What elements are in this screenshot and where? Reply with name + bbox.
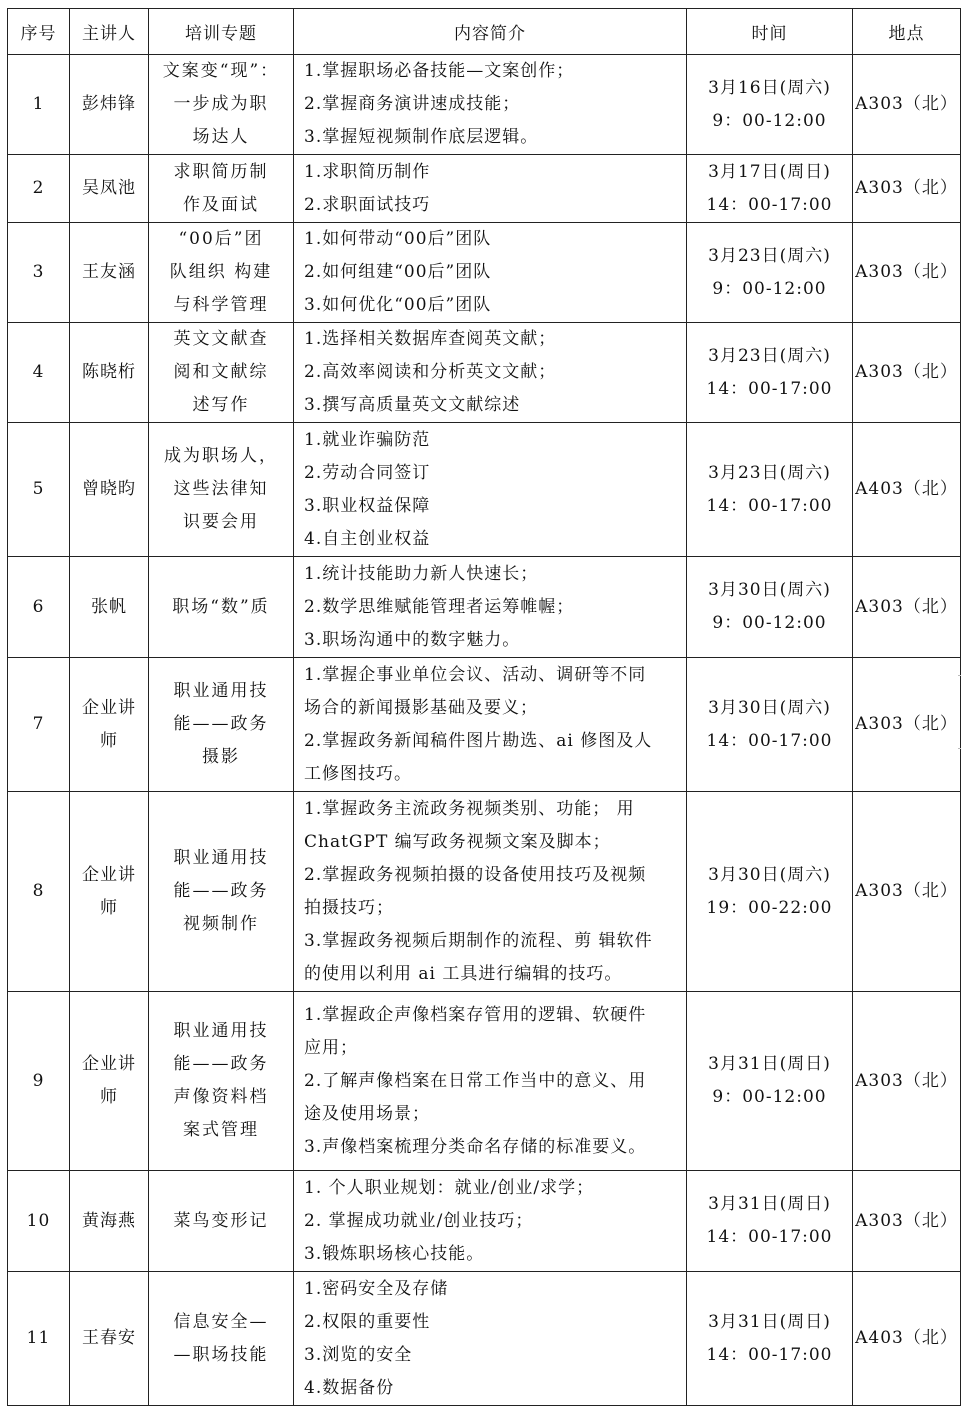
content-cell — [294, 323, 687, 423]
place-cell — [853, 323, 961, 423]
topic-cell-line: 能——政务 — [173, 714, 269, 734]
speaker-cell-line: 彭炜锋 — [82, 94, 136, 114]
time-cell-line: 9：00-12:00 — [712, 278, 827, 299]
content-cell-line: 3.浏览的安全 — [304, 1344, 413, 1365]
table-row — [8, 423, 961, 557]
speaker-cell — [70, 992, 149, 1171]
topic-cell-line: 队组织 构建 — [169, 262, 273, 282]
content-cell-line: 3.掌握短视频制作底层逻辑。 — [304, 127, 539, 147]
topic-cell-line: 职场“数”质 — [172, 596, 270, 617]
content-cell-line: 2.求职面试技巧 — [304, 194, 431, 215]
place-cell — [853, 557, 961, 658]
row-number — [8, 423, 70, 557]
topic-cell-line: “00后”团 — [178, 229, 264, 249]
header-no: 序号 — [8, 9, 70, 55]
topic-cell-line: 识要会用 — [183, 512, 259, 532]
content-cell-line: 2.如何组建“00后”团队 — [304, 262, 492, 282]
time-cell — [687, 1272, 853, 1406]
place-cell-text: A303（北） — [855, 94, 958, 114]
place-cell — [853, 223, 961, 323]
topic-cell-line: 阅和文献综 — [173, 362, 269, 382]
content-cell — [294, 557, 687, 658]
topic-cell-line: 成为职场人， — [164, 446, 278, 466]
place-cell — [853, 1171, 961, 1272]
speaker-cell-line: 黄海燕 — [82, 1210, 136, 1231]
page-edge-mark — [958, 748, 961, 749]
table-row — [8, 155, 961, 223]
header-topic: 培训专题 — [149, 9, 294, 55]
topic-cell-line: 文案变“现”： — [162, 61, 280, 81]
topic-cell-line: 英文文献查 — [173, 329, 269, 349]
content-cell-line: 1.如何带动“00后”团队 — [304, 229, 492, 249]
place-cell — [853, 658, 961, 792]
speaker-cell — [70, 423, 149, 557]
content-cell-line: 2.高效率阅读和分析英文文献； — [304, 362, 557, 382]
row-number-text: 8 — [32, 881, 45, 901]
time-cell-line: 3月23日(周六) — [708, 462, 831, 483]
row-number-text: 3 — [32, 262, 45, 282]
content-cell-line: 拍摄技巧； — [304, 897, 394, 918]
time-cell-line: 9：00-12:00 — [712, 613, 827, 633]
header-time: 时间 — [687, 9, 853, 55]
place-cell-text: A303（北） — [855, 178, 958, 198]
speaker-cell — [70, 792, 149, 992]
content-cell — [294, 1171, 687, 1272]
place-cell — [853, 423, 961, 557]
content-cell-line: 3.职业权益保障 — [304, 495, 431, 516]
content-cell-line: 1.掌握政务主流政务视频类别、功能； 用 — [304, 798, 635, 819]
time-cell-line: 3月30日(周六) — [708, 864, 831, 885]
speaker-cell — [70, 155, 149, 223]
content-cell-line: 1.求职简历制作 — [304, 161, 431, 182]
content-cell-line: 的使用以利用 ai 工具进行编辑的技巧。 — [304, 963, 623, 984]
row-number-text: 6 — [32, 596, 45, 617]
topic-cell-line: —职场技能 — [173, 1344, 269, 1365]
time-cell — [687, 223, 853, 323]
table-row — [8, 1171, 961, 1272]
header-content: 内容简介 — [294, 9, 687, 55]
topic-cell-line: 能——政务 — [173, 881, 269, 901]
time-cell — [687, 992, 853, 1171]
topic-cell-line: 信息安全— — [173, 1311, 269, 1332]
table-row — [8, 1272, 961, 1406]
topic-cell-line: 摄影 — [202, 747, 240, 767]
time-cell — [687, 55, 853, 155]
time-cell-line: 9：00-12:00 — [712, 1087, 827, 1107]
speaker-cell-line: 师 — [100, 730, 118, 751]
row-number — [8, 792, 70, 992]
time-cell — [687, 1171, 853, 1272]
row-number-text: 1 — [32, 94, 45, 114]
table-row — [8, 223, 961, 323]
place-cell — [853, 792, 961, 992]
place-cell — [853, 55, 961, 155]
speaker-cell — [70, 658, 149, 792]
time-cell-line: 3月31日(周日) — [708, 1311, 831, 1332]
time-cell-line: 3月30日(周六) — [708, 697, 831, 718]
content-cell-line: 2.数学思维赋能管理者运筹帷幄； — [304, 596, 575, 617]
topic-cell-line: 一步成为职 — [173, 94, 269, 114]
content-cell-line: 4.自主创业权益 — [304, 528, 431, 549]
content-cell — [294, 155, 687, 223]
header-row — [8, 9, 961, 55]
time-cell — [687, 557, 853, 658]
time-cell-line: 3月17日(周日) — [708, 161, 831, 182]
content-cell-line: 2.掌握政务新闻稿件图片勘选、ai 修图及人 — [304, 730, 653, 751]
row-number — [8, 155, 70, 223]
table-row — [8, 55, 961, 155]
table-row — [8, 658, 961, 792]
time-cell-line: 14：00-17:00 — [706, 1344, 833, 1365]
time-cell-line: 3月23日(周六) — [708, 245, 831, 266]
table-row — [8, 992, 961, 1171]
time-cell-line: 14：00-17:00 — [706, 730, 833, 751]
content-cell-line: 3.掌握政务视频后期制作的流程、剪 辑软件 — [304, 930, 653, 951]
place-cell-text: A303（北） — [855, 881, 958, 901]
content-cell-line: 3.撰写高质量英文文献综述 — [304, 395, 521, 415]
time-cell-line: 14：00-17:00 — [706, 378, 833, 399]
topic-cell-line: 职业通用技 — [173, 681, 269, 701]
place-cell-text: A303（北） — [855, 262, 958, 282]
place-cell — [853, 992, 961, 1171]
content-cell-line: 2.掌握政务视频拍摄的设备使用技巧及视频 — [304, 864, 647, 885]
row-number-text: 9 — [32, 1070, 45, 1091]
speaker-cell-line: 师 — [100, 897, 118, 918]
content-cell-line: 4.数据备份 — [304, 1377, 395, 1398]
topic-cell-line: 述写作 — [192, 395, 250, 415]
training-schedule-table — [7, 8, 961, 1406]
row-number-text: 5 — [32, 479, 45, 499]
topic-cell — [149, 155, 294, 223]
topic-cell — [149, 1272, 294, 1406]
time-cell-line: 3月23日(周六) — [708, 345, 831, 366]
row-number — [8, 557, 70, 658]
place-cell-text: A403（北） — [855, 479, 958, 499]
time-cell-line: 3月31日(周日) — [708, 1054, 831, 1074]
content-cell-line: 途及使用场景； — [304, 1103, 430, 1124]
time-cell-line: 3月16日(周六) — [708, 77, 831, 98]
content-cell-line: 1.统计技能助力新人快速长； — [304, 563, 539, 584]
topic-cell — [149, 423, 294, 557]
topic-cell-line: 作及面试 — [183, 194, 259, 215]
content-cell-line: 应用； — [304, 1037, 358, 1058]
time-cell — [687, 658, 853, 792]
topic-cell-line: 菜鸟变形记 — [173, 1210, 269, 1231]
topic-cell-line: 职业通用技 — [173, 1021, 269, 1041]
speaker-cell-line: 陈晓桁 — [82, 362, 136, 382]
speaker-cell — [70, 557, 149, 658]
time-cell-line: 14：00-17:00 — [706, 194, 833, 215]
row-number — [8, 55, 70, 155]
place-cell-text: A303（北） — [855, 596, 958, 617]
speaker-cell — [70, 1171, 149, 1272]
speaker-cell — [70, 223, 149, 323]
time-cell-line: 3月30日(周六) — [708, 580, 831, 600]
speaker-cell-line: 王春安 — [82, 1328, 136, 1348]
row-number — [8, 1272, 70, 1406]
content-cell-line: 3.职场沟通中的数字魅力。 — [304, 629, 521, 650]
time-cell-line: 14：00-17:00 — [706, 495, 833, 516]
time-cell-line: 9：00-12:00 — [712, 110, 827, 131]
speaker-cell-line: 王友涵 — [82, 262, 136, 282]
content-cell-line: 场合的新闻摄影基础及要义； — [304, 697, 538, 718]
content-cell-line: 2.了解声像档案在日常工作当中的意义、用 — [304, 1070, 647, 1091]
topic-cell — [149, 992, 294, 1171]
speaker-cell — [70, 1272, 149, 1406]
speaker-cell — [70, 323, 149, 423]
topic-cell-line: 与科学管理 — [173, 295, 269, 315]
time-cell — [687, 792, 853, 992]
row-number-text: 2 — [32, 178, 45, 198]
speaker-cell-line: 张帆 — [91, 596, 127, 617]
content-cell-line: 3.如何优化“00后”团队 — [304, 295, 492, 315]
place-cell — [853, 1272, 961, 1406]
time-cell — [687, 155, 853, 223]
topic-cell-line: 视频制作 — [183, 914, 259, 934]
topic-cell-line: 案式管理 — [183, 1120, 259, 1140]
content-cell-line: 1. 个人职业规划：就业/创业/求学； — [304, 1177, 595, 1198]
row-number — [8, 323, 70, 423]
row-number-text: 7 — [32, 714, 45, 734]
place-cell-text: A303（北） — [855, 1210, 958, 1231]
speaker-cell-line: 吴凤池 — [82, 178, 136, 198]
row-number — [8, 1171, 70, 1272]
speaker-cell-line: 企业讲 — [82, 697, 136, 718]
row-number — [8, 223, 70, 323]
content-cell-line: 1.密码安全及存储 — [304, 1278, 449, 1299]
place-cell — [853, 155, 961, 223]
speaker-cell — [70, 55, 149, 155]
time-cell-line: 14：00-17:00 — [706, 1227, 833, 1247]
topic-cell — [149, 792, 294, 992]
speaker-cell-line: 企业讲 — [82, 1054, 136, 1074]
time-cell-line: 3月31日(周日) — [708, 1194, 831, 1214]
content-cell-line: ChatGPT 编写政务视频文案及脚本； — [304, 831, 611, 852]
time-cell — [687, 423, 853, 557]
topic-cell — [149, 323, 294, 423]
content-cell-line: 1.掌握企事业单位会议、活动、调研等不同 — [304, 664, 647, 685]
content-cell — [294, 658, 687, 792]
topic-cell-line: 能——政务 — [173, 1054, 269, 1074]
speaker-cell-line: 企业讲 — [82, 864, 136, 885]
content-cell — [294, 992, 687, 1171]
topic-cell — [149, 223, 294, 323]
content-cell — [294, 223, 687, 323]
row-number-text: 4 — [32, 362, 45, 382]
page-edge-mark — [958, 675, 961, 676]
place-cell-text: A303（北） — [855, 714, 958, 734]
place-cell-text: A303（北） — [855, 362, 958, 382]
topic-cell — [149, 1171, 294, 1272]
topic-cell — [149, 55, 294, 155]
place-cell-text: A403（北） — [855, 1328, 958, 1348]
row-number-text: 10 — [26, 1210, 51, 1231]
table-row — [8, 557, 961, 658]
topic-cell-line: 职业通用技 — [173, 848, 269, 868]
topic-cell-line: 求职简历制 — [173, 161, 269, 182]
content-cell — [294, 792, 687, 992]
speaker-cell-line: 曾晓昀 — [82, 479, 136, 499]
content-cell-line: 1.选择相关数据库查阅英文献； — [304, 329, 557, 349]
content-cell — [294, 1272, 687, 1406]
time-cell-line: 19：00-22:00 — [706, 897, 833, 918]
content-cell-line: 2.劳动合同签订 — [304, 462, 431, 483]
content-cell-line: 工修图技巧。 — [304, 763, 412, 784]
speaker-cell-line: 师 — [100, 1087, 118, 1107]
table-row — [8, 792, 961, 992]
content-cell-line: 3.锻炼职场核心技能。 — [304, 1243, 485, 1264]
content-cell-line: 1.就业诈骗防范 — [304, 429, 431, 450]
content-cell-line: 2. 掌握成功就业/创业技巧； — [304, 1210, 534, 1231]
content-cell — [294, 423, 687, 557]
row-number — [8, 992, 70, 1171]
content-cell — [294, 55, 687, 155]
topic-cell-line: 场达人 — [192, 127, 250, 147]
place-cell-text: A303（北） — [855, 1070, 958, 1091]
topic-cell — [149, 658, 294, 792]
topic-cell-line: 声像资料档 — [173, 1087, 269, 1107]
header-speaker: 主讲人 — [70, 9, 149, 55]
content-cell-line: 2.权限的重要性 — [304, 1311, 431, 1332]
content-cell-line: 2.掌握商务演讲速成技能； — [304, 94, 521, 114]
topic-cell — [149, 557, 294, 658]
row-number — [8, 658, 70, 792]
content-cell-line: 1.掌握政企声像档案存管用的逻辑、软硬件 — [304, 1004, 647, 1025]
table-row — [8, 323, 961, 423]
time-cell — [687, 323, 853, 423]
content-cell-line: 3.声像档案梳理分类命名存储的标准要义。 — [304, 1136, 647, 1157]
row-number-text: 11 — [26, 1328, 51, 1348]
header-place: 地点 — [853, 9, 961, 55]
content-cell-line: 1.掌握职场必备技能—文案创作； — [304, 61, 575, 81]
topic-cell-line: 这些法律知 — [173, 479, 269, 499]
